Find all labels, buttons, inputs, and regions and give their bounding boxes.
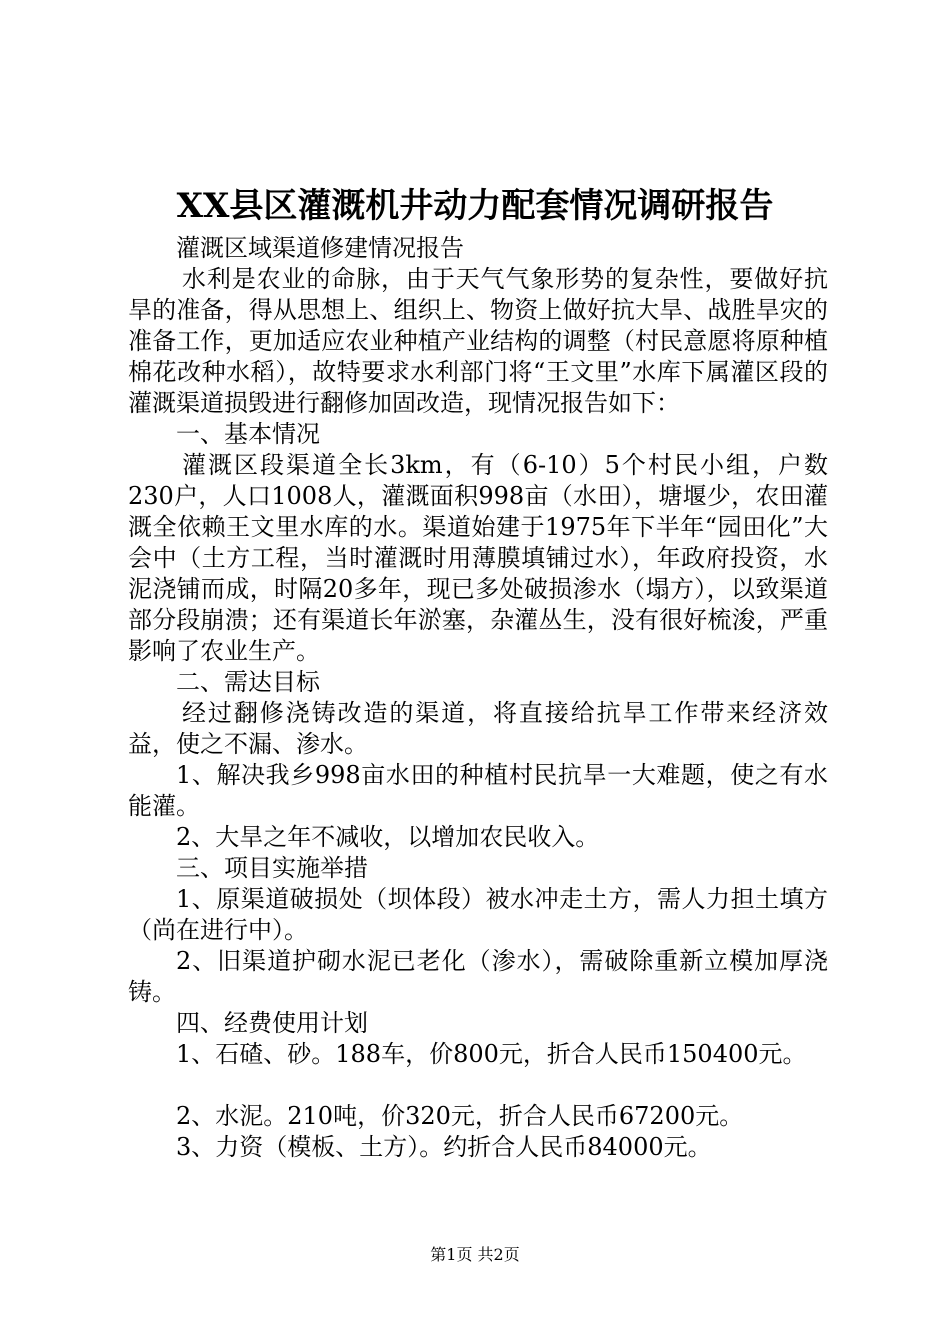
document-subtitle: 灌溉区域渠道修建情况报告 bbox=[176, 234, 464, 262]
document-body bbox=[128, 233, 828, 1163]
section-4-item-1: 1、石碴、砂。188车，价800元，折合人民币150400元。 bbox=[176, 1040, 807, 1068]
section-2-item-2: 2、大旱之年不减收，以增加农民收入。 bbox=[176, 823, 600, 851]
section-2-paragraph: 经过翻修浇铸改造的渠道，将直接给抗旱工作带来经济效益，使之不漏、渗水。 bbox=[128, 699, 828, 758]
section-1-paragraph: 灌溉区段渠道全长3km，有（6-10）5个村民小组，户数230户，人口1008人，灌溉面积998亩（水田），塘堰少，农田灌溉全依赖王文里水库的水。渠道始建于1975年下半年“园田化”大会中（土方工程，当时灌溉时用薄膜填铺过水），年政府投资，水泥浇铺而成，时隔20多年，现已多处破损渗水（塌方），以致渠道部分段崩溃；还有渠道长年淤塞，杂灌丛生，没有很好梳浚，严重影响了农业生产。 bbox=[128, 451, 828, 665]
intro-paragraph: 水利是农业的命脉，由于天气气象形势的复杂性，要做好抗旱的准备，得从思想上、组织上、物资上做好抗大旱、战胜旱灾的准备工作，更加适应农业种植产业结构的调整（村民意愿将原种植棉花改种水稻），故特要求水利部门将“王文里”水库下属灌区段的灌溉渠道损毁进行翻修加固改造，现情况报告如下： bbox=[128, 265, 828, 417]
section-1-heading: 一、基本情况 bbox=[176, 420, 320, 448]
section-3-item-1: 1、原渠道破损处（坝体段）被水冲走土方，需人力担土填方（尚在进行中）。 bbox=[128, 885, 828, 944]
section-4-heading: 四、经费使用计划 bbox=[176, 1009, 368, 1037]
section-4-item-2: 2、水泥。210吨，价320元，折合人民币67200元。 bbox=[176, 1102, 744, 1130]
section-4-item-3: 3、力资（模板、土方）。约折合人民币84000元。 bbox=[176, 1133, 712, 1161]
section-3-heading: 三、项目实施举措 bbox=[176, 854, 368, 882]
section-3-item-2: 2、旧渠道护砌水泥已老化（渗水），需破除重新立模加厚浇铸。 bbox=[128, 947, 828, 1006]
section-2-heading: 二、需达目标 bbox=[176, 668, 320, 696]
page-number-footer: 第1页 共2页 bbox=[430, 1245, 520, 1264]
blank-line bbox=[128, 1070, 828, 1101]
document-title: XX县区灌溉机井动力配套情况调研报告 bbox=[176, 186, 774, 226]
section-2-item-1: 1、解决我乡998亩水田的种植村民抗旱一大难题，使之有水能灌。 bbox=[128, 761, 828, 820]
